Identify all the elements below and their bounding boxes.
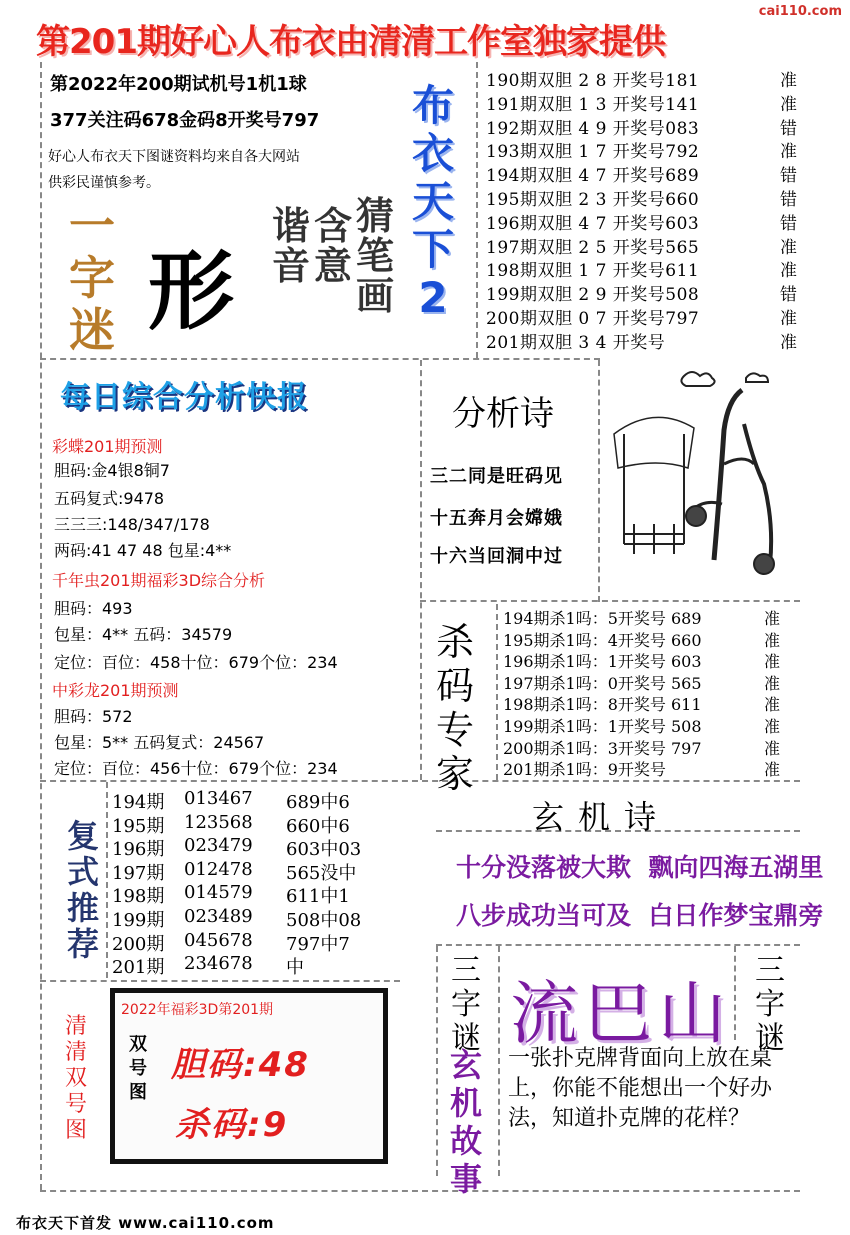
- caidie-title: 彩蝶201期预测: [52, 437, 163, 456]
- history-result: 准: [780, 94, 798, 115]
- caidie-dan: 胆码:金4银8铜7: [54, 461, 170, 480]
- caidie-sansan: 三三三:148/347/178: [54, 515, 210, 534]
- note-line-2: 供彩民谨慎参考。: [48, 175, 160, 191]
- caidie-liangma: 两码:41 47 48 包星:4**: [54, 541, 232, 560]
- divider: [476, 62, 478, 358]
- fushi-nums: 234678: [184, 953, 253, 975]
- fushi-result: 565没中: [286, 862, 357, 884]
- qiannian-dan: 胆码：493: [54, 599, 133, 618]
- history-row: 197期双胆 2 5 开奖号565: [486, 237, 700, 258]
- history-row: 194期双胆 4 7 开奖号689: [486, 166, 700, 187]
- qiannian-dingwei: 定位：百位：458十位：679个位：234: [54, 653, 338, 672]
- history-result: 错: [780, 190, 798, 210]
- kill-row: 196期杀1吗：1开奖号 603: [503, 652, 702, 672]
- divider: [498, 946, 500, 1176]
- history-result: 准: [780, 237, 798, 258]
- site-badge[interactable]: cai110.com: [758, 4, 842, 19]
- kill-row: 195期杀1吗：4开奖号 660: [503, 630, 702, 650]
- kill-row: 198期杀1吗：8开奖号 611: [503, 695, 702, 715]
- three-riddle-title: 流巴山: [510, 975, 733, 1054]
- riddle-hint-1: 谐音: [271, 204, 310, 288]
- riddle-one-char-label: 一字迷: [69, 199, 115, 357]
- history-row: 198期双胆 1 7 开奖号611: [486, 261, 700, 282]
- history-row: 200期双胆 0 7 开奖号797: [486, 309, 700, 329]
- kill-result: 准: [764, 609, 781, 628]
- history-row: 193期双胆 1 7 开奖号792: [486, 142, 700, 163]
- divider: [436, 946, 438, 1176]
- fushi-result: 508中08: [286, 910, 362, 931]
- history-result: 错: [780, 213, 798, 234]
- history-row: 199期双胆 2 9 开奖号508: [486, 285, 700, 306]
- kill-result: 准: [764, 652, 781, 672]
- xuanji-line-2: 八步成功当可及 白日作梦宝鼎旁: [456, 901, 824, 930]
- fushi-result: 660中6: [286, 815, 350, 837]
- daily-banner: 每日综合分析快报: [60, 380, 308, 415]
- poem-title: 分析诗: [452, 394, 554, 434]
- divider: [106, 782, 108, 978]
- kill-row: 197期杀1吗：0开奖号 565: [503, 673, 702, 693]
- fushi-result: 689中6: [286, 792, 350, 813]
- kill-result: 准: [764, 738, 781, 758]
- fushi-issue: 196期: [112, 839, 165, 861]
- history-row: 190期双胆 2 8 开奖号181: [486, 71, 700, 91]
- fushi-issue: 195期: [112, 815, 165, 837]
- divider: [420, 600, 800, 602]
- kill-result: 准: [764, 673, 781, 693]
- divider: [420, 360, 422, 780]
- history-result: 错: [780, 118, 798, 139]
- fushi-result: 中: [286, 957, 304, 979]
- history-row: 195期双胆 2 3 开奖号660: [486, 190, 700, 210]
- footer[interactable]: 布衣天下首发 www.cai110.com: [16, 1214, 275, 1232]
- double-number-box: [110, 988, 388, 1164]
- poem-line-2: 十五奔月会嫦娥: [430, 508, 563, 529]
- poem-line-3: 十六当回洞中过: [430, 546, 563, 567]
- page-title: 第201期好心人布衣由清清工作室独家提供: [36, 22, 665, 62]
- divider: [40, 780, 800, 782]
- history-result: 准: [780, 71, 798, 91]
- kill-row: 201期杀1吗：9开奖号: [503, 760, 666, 780]
- qiannian-title: 千年虫201期福彩3D综合分析: [52, 571, 266, 590]
- fushi-vertical: 复式推荐: [66, 817, 99, 963]
- divider: [40, 1190, 800, 1192]
- riddle-hint-3: 猜笔画: [355, 194, 394, 318]
- history-result: 错: [780, 285, 798, 306]
- fushi-issue: 200期: [112, 933, 165, 955]
- fushi-issue: 199期: [112, 910, 165, 931]
- kill-result: 准: [764, 717, 781, 736]
- fushi-nums: 023489: [184, 906, 253, 927]
- fushi-result: 603中03: [286, 839, 362, 861]
- kill-result: 准: [764, 760, 781, 780]
- history-result: 错: [780, 166, 798, 187]
- double-dan: 胆码:48: [171, 1045, 310, 1085]
- double-box-title: 2022年福彩3D第201期: [121, 1002, 274, 1018]
- history-row: 192期双胆 4 9 开奖号083: [486, 118, 700, 139]
- divider: [598, 360, 600, 602]
- riddle-hint-2: 含意: [313, 204, 352, 288]
- three-riddle-right: 三字谜: [755, 953, 785, 1056]
- history-row: 196期双胆 4 7 开奖号603: [486, 213, 700, 234]
- kill-row: 200期杀1吗：3开奖号 797: [503, 738, 702, 758]
- xuanji-line-1: 十分没落被大欺 飘向四海五湖里: [456, 853, 824, 882]
- zhongcai-dingwei: 定位：百位：456十位：679个位：234: [54, 759, 338, 778]
- kill-row: 194期杀1吗：5开奖号 689: [503, 609, 702, 628]
- sketch-illustration: [604, 364, 794, 590]
- caidie-wuma: 五码复式:9478: [54, 489, 165, 508]
- fushi-nums: 123568: [184, 811, 253, 833]
- divider: [496, 604, 498, 780]
- trial-line-1: 第2022年200期试机号1机1球: [50, 74, 307, 95]
- brand-vertical: 布衣天下2: [411, 81, 454, 322]
- kill-row: 199期杀1吗：1开奖号 508: [503, 717, 702, 736]
- fushi-nums: 012478: [184, 858, 253, 880]
- trial-line-2: 377关注码678金码8开奖号797: [50, 110, 320, 131]
- history-row: 201期双胆 3 4 开奖号: [486, 332, 666, 353]
- history-result: 准: [780, 261, 798, 282]
- three-riddle-left: 三字谜: [451, 953, 481, 1056]
- qiannian-baoxing: 包星：4** 五码：34579: [54, 625, 233, 644]
- history-result: 准: [780, 309, 798, 329]
- fushi-issue: 201期: [112, 957, 165, 979]
- history-row: 191期双胆 1 3 开奖号141: [486, 94, 700, 115]
- zhongcai-dan: 胆码：572: [54, 707, 133, 726]
- zhongcai-baoxing: 包星：5** 五码复式：24567: [54, 733, 265, 752]
- fushi-nums: 013467: [184, 788, 253, 809]
- double-box-vertical: 双号图: [129, 1034, 147, 1103]
- fushi-nums: 023479: [184, 835, 253, 857]
- divider: [734, 946, 736, 1040]
- zhongcai-title: 中彩龙201期预测: [52, 681, 179, 700]
- fushi-result: 797中7: [286, 933, 350, 955]
- divider: [40, 358, 600, 360]
- fushi-issue: 197期: [112, 862, 165, 884]
- fushi-issue: 194期: [112, 792, 165, 813]
- kill-result: 准: [764, 630, 781, 650]
- history-result: 准: [780, 142, 798, 163]
- kill-result: 准: [764, 695, 781, 715]
- note-line-1: 好心人布衣天下图谜资料均来自各大网站: [48, 149, 300, 165]
- xuanji-title: 玄机诗: [532, 798, 671, 836]
- divider: [40, 62, 42, 1190]
- poem-line-1: 三二同是旺码见: [430, 466, 563, 487]
- double-sha: 杀码:9: [175, 1105, 289, 1145]
- story-vertical: 玄机故事: [449, 1046, 482, 1198]
- kill-expert-vertical: 杀码专家: [435, 620, 474, 796]
- fushi-issue: 198期: [112, 886, 165, 908]
- double-vertical: 清清双号图: [64, 1014, 87, 1143]
- riddle-main-char: 形: [148, 241, 234, 342]
- story-text: 一张扑克牌背面向上放在桌上，你能不能想出一个好办法，知道扑克牌的花样？: [508, 1046, 773, 1131]
- fushi-result: 611中1: [286, 886, 350, 908]
- fushi-nums: 014579: [184, 882, 253, 904]
- divider: [436, 944, 800, 946]
- divider: [40, 980, 400, 982]
- fushi-nums: 045678: [184, 929, 253, 951]
- history-result: 准: [780, 332, 798, 353]
